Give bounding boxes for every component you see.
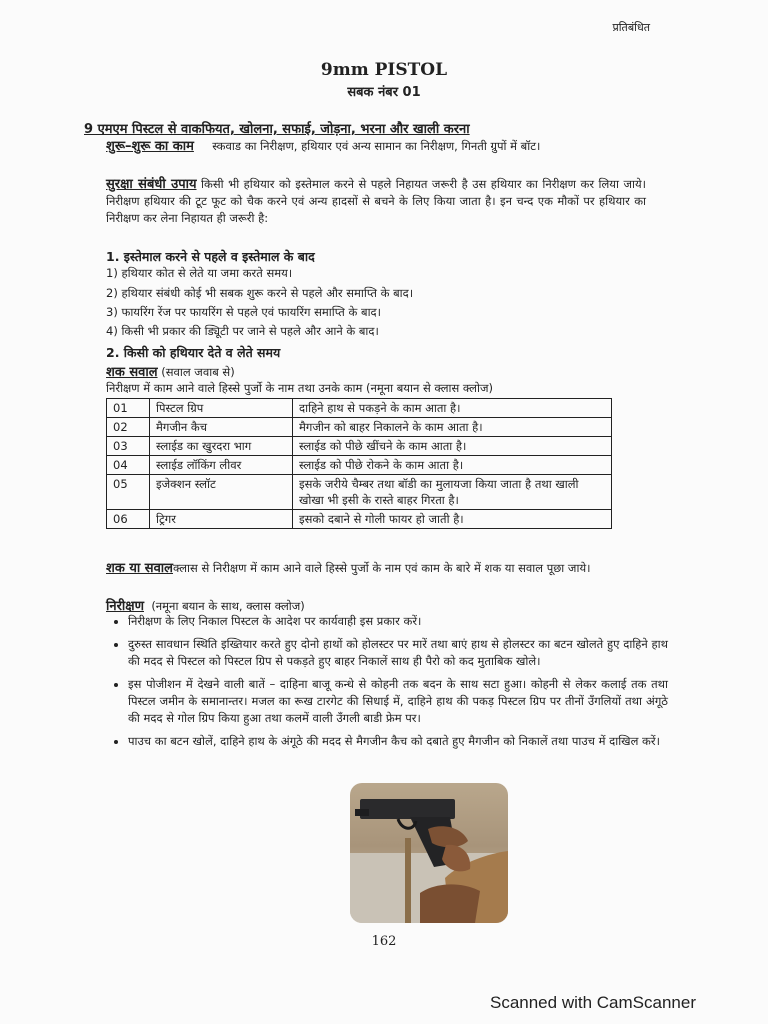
inspection-heading-line: [106, 596, 305, 614]
safety-label: सुरक्षा संबंधी उपाय: [106, 177, 197, 192]
part-name: मैगजीन कैच: [150, 418, 293, 437]
part-use: इसके जरीये चैम्बर तथा बॉडी का मुलायजा किया जाता है तथा खाली खोखा भी इसी के रास्ते बाहर गिरता है।: [293, 475, 612, 510]
table-row: [107, 418, 612, 437]
list-item: • पाउच का बटन खोलें, दाहिने हाथ के अंगूठे की मदद से मैगजीन कैच को दबाते हुए मैगजीन को निकालें तथा पाउच में दाखिल करें।: [128, 733, 668, 750]
part-number: 01: [107, 399, 150, 418]
part-number: 02: [107, 418, 150, 437]
pistol-photo: [350, 783, 508, 923]
safety-text: किसी भी हथियार को इस्तेमाल करने से पहले निहायत जरूरी है उस हथियार का निरीक्षण कर लिया जाये। निरीक्षण हथियार की टूट फूट को चैक करने एवं अन्य हादसों से बचने के लिए किया जाता है। इन चन्द एक मौकों पर हथियार का निरीक्षण कर लेना निहायत ही जरूरी है:: [106, 177, 646, 225]
part-use: स्लाईड को पीछे रोकने के काम आता है।: [293, 456, 612, 475]
doubt-intro: निरीक्षण में काम आने वाले हिस्से पुर्जो के नाम तथा उनके काम (नमूना बयान से क्लास क्लोज): [106, 381, 493, 395]
doubt-note: (सवाल जवाब से): [161, 365, 235, 379]
inspection-label: निरीक्षण: [106, 599, 144, 614]
point2-heading: 2. किसी को हथियार देते व लेते समय: [106, 345, 281, 360]
part-name: इजेक्शन स्लॉट: [150, 475, 293, 510]
part-name: ट्रिगर: [150, 510, 293, 529]
table-row: [107, 399, 612, 418]
part-number: 03: [107, 437, 150, 456]
part-number: 06: [107, 510, 150, 529]
list-item: • निरीक्षण के लिए निकाल पिस्टल के आदेश पर कार्यवाही इस प्रकार करें।: [128, 613, 668, 630]
classification-label: प्रतिबंधित: [612, 21, 650, 34]
list-item: • दुरुस्त सावधान स्थिति इख्तियार करते हुए दोनो हाथों को होलस्टर पर मारें तथा बाएं हाथ से होलस्टर का बटन खोलते हुए दाहिने हाथ की मदद से पिस्टल को पिस्टल ग्रिप से पकड़ते हुए बाहर निकालें साथ ही पैरो को कद मुताबिक खोले।: [128, 636, 668, 670]
doubt2-label: शक या सवाल: [106, 561, 173, 576]
safety-paragraph: [106, 176, 646, 227]
table-row: [107, 510, 612, 529]
inspection-list: [106, 613, 668, 756]
scanner-watermark: Scanned with CamScanner: [489, 993, 696, 1012]
start-work-label: शुरू–शुरू का काम: [106, 139, 194, 154]
list-item: • इस पोजीशन में देखने वाली बातें – दाहिना बाजू कन्धे से कोहनी तक बदन के साथ सटा हुआ। कोहनी से लेकर कलाई तक तथा पिस्टल जमीन के समानान्तर। मजल का रूख टारगेट की सिधाई में, दाहिने हाथ की पकड़ पिस्टल ग्रिप पर तीनों उँगलियों तथा अंगूठे की मदद से गोल ग्रिप किया हुआ तथा कलमें वाली उँगली बाडी फ्रेम पर।: [128, 676, 668, 727]
part-number: 04: [107, 456, 150, 475]
doubt-label: शक सवाल: [106, 365, 158, 380]
start-work-paragraph: [106, 138, 646, 155]
safety-item: 2) हथियार संबंधी कोई भी सबक शुरू करने से पहले और समाप्ति के बाद।: [106, 286, 414, 300]
page-title: 9mm PISTOL: [320, 60, 448, 80]
part-use: इसको दबाने से गोली फायर हो जाती है।: [293, 510, 612, 529]
lesson-number: सबक नंबर 01: [347, 85, 421, 100]
page-number: 162: [371, 934, 397, 949]
safety-item: 3) फायरिंग रेंज पर फायरिंग से पहले एवं फायरिंग समाप्ति के बाद।: [106, 305, 382, 319]
point1-heading: 1. इस्तेमाल करने से पहले व इस्तेमाल के बाद: [106, 249, 315, 264]
part-use: मैगजीन को बाहर निकालने के काम आता है।: [293, 418, 612, 437]
safety-item: 4) किसी भी प्रकार की ड्यिूटी पर जाने से पहले और आने के बाद।: [106, 324, 379, 338]
parts-table: [106, 398, 612, 529]
doubt2-text: क्लास से निरीक्षण में काम आने वाले हिस्से पुर्जो के नाम एवं काम के बारे में शक या सवाल पूछा जाये।: [172, 561, 591, 575]
pistol-photo-illustration: [350, 783, 508, 923]
part-name: स्लाईड लॉकिंग लीवर: [150, 456, 293, 475]
start-work-text: स्कवाड का निरीक्षण, हथियार एवं अन्य सामान का निरीक्षण, गिनती ग्रुपों में बॉट।: [212, 139, 541, 153]
doubt-heading-line: [106, 362, 235, 380]
part-number: 05: [107, 475, 150, 510]
inspection-note: (नमूना बयान के साथ, क्लास क्लोज): [151, 599, 305, 613]
table-row: [107, 475, 612, 510]
safety-item: 1) हथियार कोत से लेते या जमा करते समय।: [106, 266, 293, 280]
part-name: पिस्टल ग्रिप: [150, 399, 293, 418]
part-name: स्लाईड का खुरदरा भाग: [150, 437, 293, 456]
table-row: [107, 456, 612, 475]
part-use: स्लाईड को पीछे खींचने के काम आता है।: [293, 437, 612, 456]
section-heading: 9 एमएम पिस्टल से वाकफियत, खोलना, सफाई, जोड़ना, भरना और खाली करना: [84, 122, 470, 137]
table-row: [107, 437, 612, 456]
part-use: दाहिने हाथ से पकड़ने के काम आता है।: [293, 399, 612, 418]
doubt2-paragraph: [106, 560, 646, 577]
